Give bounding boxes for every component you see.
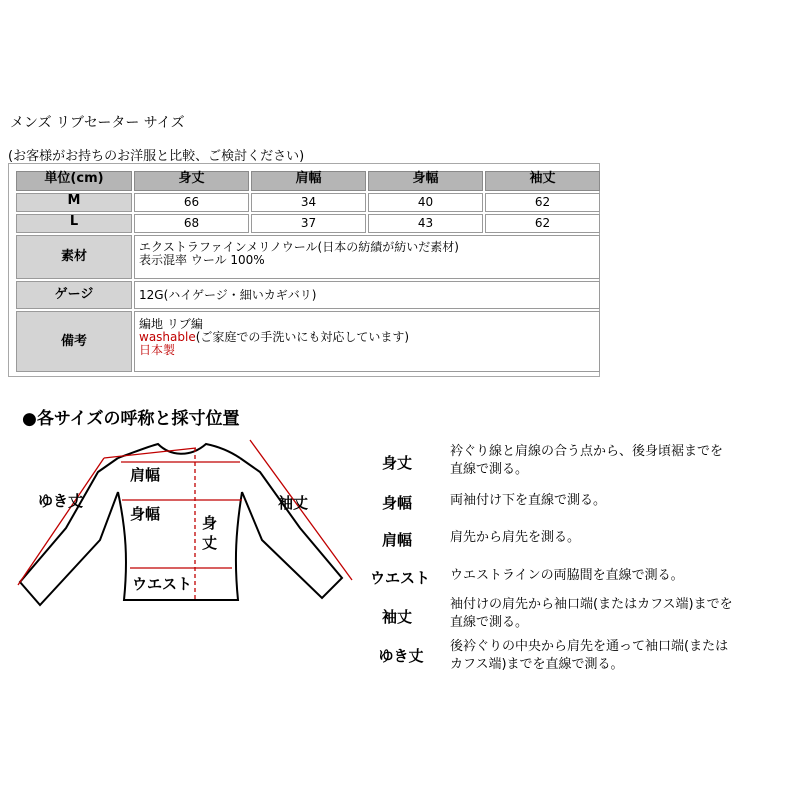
header-sodetake: 袖丈 xyxy=(485,171,600,191)
washable-text: washable xyxy=(139,330,196,344)
section-title: ●各サイズの呼称と採寸位置 xyxy=(22,409,240,429)
desc-waist: ウエストラインの両脇間を直線で測る。 xyxy=(450,568,684,583)
washable-note: (ご家庭での手洗いにも対応しています) xyxy=(195,330,410,344)
desc-yuki xyxy=(450,638,795,674)
diagram-label-mitake-1: 身 xyxy=(202,514,218,532)
page-title: メンズ リブセーター サイズ xyxy=(10,115,185,131)
notes-line-2 xyxy=(139,331,599,344)
desc-sodetake-line-1: 袖付けの肩先から袖口端(またはカフス端)までを xyxy=(450,597,733,612)
material-line-1: エクストラファインメリノウール(日本の紡績が紡いだ素材) xyxy=(139,240,459,254)
diagram-label-waist: ウエスト xyxy=(132,575,193,593)
gauge-label: ゲージ xyxy=(16,281,132,309)
desc-yuki-line-1: 後衿ぐりの中央から肩先を通って袖口端(または xyxy=(450,639,729,654)
cell-l-katahaba: 37 xyxy=(251,214,366,233)
size-label-l: L xyxy=(16,214,132,233)
cell-m-mihaba: 40 xyxy=(368,193,483,212)
header-mihaba: 身幅 xyxy=(368,171,483,191)
cell-l-sodetake: 62 xyxy=(485,214,600,233)
material-label: 素材 xyxy=(16,235,132,279)
desc-sodetake xyxy=(450,596,795,632)
header-katahaba: 肩幅 xyxy=(251,171,366,191)
desc-mitake-line-1: 衿ぐり線と肩線の合う点から、後身頃裾までを xyxy=(450,444,724,459)
cell-l-mitake: 68 xyxy=(134,214,249,233)
cell-m-katahaba: 34 xyxy=(251,193,366,212)
term-mihaba: 身幅 xyxy=(381,494,412,512)
material-line-2: 表示混率 ウール 100% xyxy=(139,253,265,267)
desc-mitake-line-2: 直線で測る。 xyxy=(450,462,529,477)
desc-katahaba: 肩先から肩先を測る。 xyxy=(450,530,581,545)
term-sodetake: 袖丈 xyxy=(381,608,412,626)
made-in-japan: 日本製 xyxy=(139,343,176,357)
notes-label: 備考 xyxy=(16,311,132,372)
yuki-line-b xyxy=(18,458,104,585)
term-katahaba: 肩幅 xyxy=(381,531,412,549)
diagram-label-mitake-2: 丈 xyxy=(202,534,218,552)
gauge-value: 12G(ハイゲージ・細いカギバリ) xyxy=(134,281,600,309)
material-value xyxy=(134,235,600,279)
cell-m-sodetake: 62 xyxy=(485,193,600,212)
header-mitake: 身丈 xyxy=(134,171,249,191)
notes-value xyxy=(134,311,600,372)
desc-mitake xyxy=(450,443,795,479)
diagram-label-yuki: ゆき丈 xyxy=(38,492,84,510)
cell-m-mitake: 66 xyxy=(134,193,249,212)
desc-yuki-line-2: カフス端)までを直線で測る。 xyxy=(450,657,624,672)
notes-line-1: 編地 リブ編 xyxy=(139,317,203,331)
size-label-m: M xyxy=(16,193,132,212)
term-mitake: 身丈 xyxy=(381,454,412,472)
desc-mihaba: 両袖付け下を直線で測る。 xyxy=(450,493,607,508)
cell-l-mihaba: 43 xyxy=(368,214,483,233)
desc-sodetake-line-2: 直線で測る。 xyxy=(450,615,529,630)
diagram-label-mihaba: 身幅 xyxy=(130,505,161,523)
diagram-label-kata: 肩幅 xyxy=(130,466,161,484)
header-unit: 単位(cm) xyxy=(16,171,132,191)
term-waist: ウエスト xyxy=(369,569,430,587)
term-yuki: ゆき丈 xyxy=(378,647,424,665)
page-subtitle: (お客様がお持ちのお洋服と比較、ご検討ください) xyxy=(8,149,305,164)
diagram-label-sode: 袖丈 xyxy=(278,494,309,512)
